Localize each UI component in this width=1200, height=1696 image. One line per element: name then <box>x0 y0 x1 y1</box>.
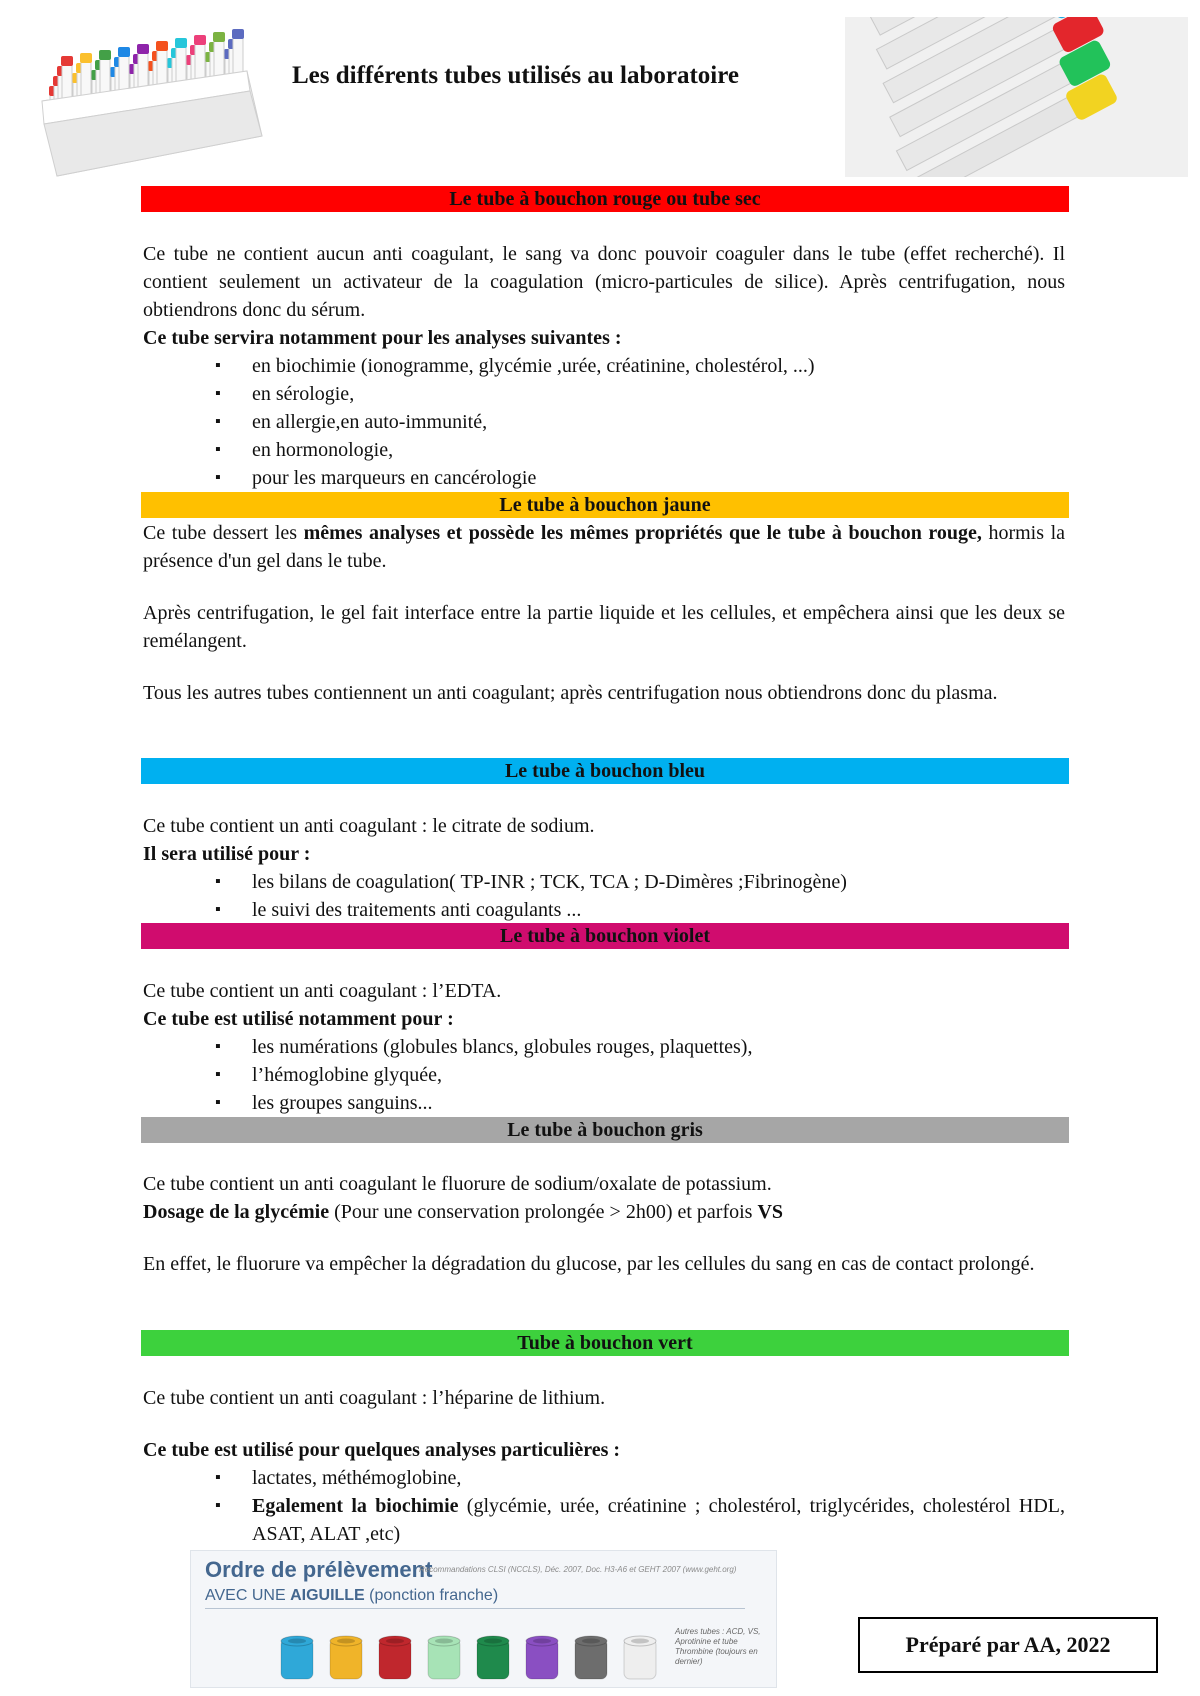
section-heading-violet-tube <box>141 923 1069 949</box>
red-tube-heading-text: Le tube à bouchon rouge ou tube sec <box>449 188 761 210</box>
tube-cap-icon <box>426 1633 462 1681</box>
signature-box <box>858 1617 1158 1673</box>
other-tubes-note: Autres tubes : ACD, VS, Aprotinine et tube Thrombine (toujours en dernier) <box>675 1627 761 1666</box>
blue-tube-lead: Il sera utilisé pour : <box>143 843 311 865</box>
text-span: Ce tube dessert les <box>143 522 304 544</box>
red-tube-analyses-list <box>143 352 1065 492</box>
section-heading-yellow-tube <box>141 492 1069 518</box>
rack-tube <box>175 38 187 84</box>
rack-tube <box>194 35 206 81</box>
text-span-bold: AIGUILLE <box>290 1587 365 1604</box>
violet-tube-list <box>143 1033 1065 1117</box>
list-item: ▪ en allergie,en auto-immunité, <box>143 408 1065 436</box>
red-tube-section <box>143 240 1065 492</box>
list-item: ▪ les numérations (globules blancs, globules rouges, plaquettes), <box>143 1033 1065 1061</box>
grey-tube-section <box>143 1170 1065 1278</box>
text-span: AVEC UNE <box>205 1587 291 1604</box>
text-span: (ponction franche) <box>364 1587 499 1604</box>
tube-cap-icon <box>573 1633 609 1681</box>
red-tube-analyses-lead: Ce tube servira notamment pour les analyses suivantes : <box>143 327 622 349</box>
text-span-bold: Dosage de la glycémie <box>143 1201 330 1223</box>
section-heading-red-tube <box>141 186 1069 212</box>
blue-tube-heading-text: Le tube à bouchon bleu <box>504 760 706 782</box>
plasma-note: Tous les autres tubes contiennent un anti coagulant; après centrifugation nous obtiendrons donc du plasma. <box>143 682 998 704</box>
rack-tube <box>118 47 130 93</box>
list-item: ▪ en biochimie (ionogramme, glycémie ,urée, créatinine, cholestérol, ...) <box>143 352 1065 380</box>
blue-tube-list <box>143 868 1065 924</box>
rack-tube <box>99 50 111 96</box>
list-item: ▪ lactates, méthémoglobine, <box>143 1464 1065 1492</box>
green-tube-heading-text: Tube à bouchon vert <box>517 1332 693 1354</box>
list-item: ▪ les bilans de coagulation( TP-INR ; TCK, TCA ; D-Dimères ;Fibrinogène) <box>143 868 1065 896</box>
text-span: (glycémie, urée, créatinine ; cholestérol, triglycérides, cholestérol HDL, ASAT, ALAT ,etc) <box>252 1495 1066 1545</box>
list-item: ▪ le suivi des traitements anti coagulants ... <box>143 896 1065 924</box>
blue-tube-section <box>143 812 1065 924</box>
collection-order-card <box>190 1550 777 1688</box>
tube-cap-icon <box>622 1633 658 1681</box>
grey-tube-description: Ce tube contient un anti coagulant le fluorure de sodium/oxalate de potassium. <box>143 1173 772 1195</box>
rack-tube <box>213 32 225 78</box>
text-span-bold: VS <box>757 1201 784 1223</box>
rack-tube <box>80 53 92 99</box>
list-item <box>143 1492 1065 1548</box>
tube-cap-icon <box>328 1633 364 1681</box>
signature-text: Préparé par AA, 2022 <box>905 1632 1111 1657</box>
blue-tube-description: Ce tube contient un anti coagulant : le citrate de sodium. <box>143 815 595 837</box>
tube-cap-icon <box>279 1633 315 1681</box>
tube-rack-image <box>32 16 267 181</box>
violet-tube-lead: Ce tube est utilisé notamment pour : <box>143 1008 454 1030</box>
section-heading-green-tube <box>141 1330 1069 1356</box>
green-tube-description: Ce tube contient un anti coagulant : l’héparine de lithium. <box>143 1387 606 1409</box>
list-item: ▪ en hormonologie, <box>143 436 1065 464</box>
violet-tube-section <box>143 977 1065 1117</box>
text-span-bold: Egalement la biochimie <box>252 1495 459 1517</box>
yellow-tube-description <box>143 519 1065 575</box>
yellow-tube-gel-note: Après centrifugation, le gel fait interface entre la partie liquide et les cellules, et empêchera ainsi que les deux se remélangent. <box>143 602 1065 652</box>
green-tube-section <box>143 1384 1065 1548</box>
rack-tube <box>232 29 244 75</box>
glycemia-note <box>143 1198 1065 1226</box>
text-span: (Pour une conservation prolongée > 2h00) et parfois <box>329 1201 758 1223</box>
list-item: ▪ l’hémoglobine glyquée, <box>143 1061 1065 1089</box>
rack-tube <box>137 44 149 90</box>
yellow-tube-heading-text: Le tube à bouchon jaune <box>499 494 711 516</box>
text-span: hormis la présence d'un gel dans le tube. <box>143 522 1066 572</box>
yellow-tube-section <box>143 519 1065 707</box>
green-tube-list <box>143 1464 1065 1548</box>
section-heading-blue-tube <box>141 758 1069 784</box>
fluoride-note: En effet, le fluorure va empêcher la dégradation du glucose, par les cellules du sang en cas de contact prolongé. <box>143 1253 1035 1275</box>
rack-tube <box>61 56 73 102</box>
tube-cap-icon <box>475 1633 511 1681</box>
rack-tube <box>156 41 168 87</box>
collection-order-subtitle <box>205 1587 745 1609</box>
tube-cap-icon <box>377 1633 413 1681</box>
text-span-bold: mêmes analyses et possède les mêmes propriétés que le tube à bouchon rouge, <box>303 522 982 544</box>
red-tube-description: Ce tube ne contient aucun anti coagulant, le sang va donc pouvoir coaguler dans le tube (effet recherché). Il contient seulement un activateur de la coagulation (micro-particules de silice). Après centrifugation, nous obtiendrons donc du sérum. <box>143 243 1065 321</box>
list-item: ▪ en sérologie, <box>143 380 1065 408</box>
collection-order-title: Ordre de prélèvement <box>205 1557 433 1582</box>
list-item: ▪ pour les marqueurs en cancérologie <box>143 464 1065 492</box>
page-title: Les différents tubes utilisés au laboratoire <box>292 62 739 89</box>
violet-tube-heading-text: Le tube à bouchon violet <box>499 925 711 947</box>
violet-tube-description: Ce tube contient un anti coagulant : l’EDTA. <box>143 980 502 1002</box>
section-heading-grey-tube <box>141 1117 1069 1143</box>
collection-order-note: Recommandations CLSI (NCCLS), Déc. 2007, Doc. H3-A6 et GEHT 2007 (www.geht.org) <box>419 1565 737 1574</box>
colored-tubes-image <box>845 17 1188 177</box>
list-item: ▪ les groupes sanguins... <box>143 1089 1065 1117</box>
green-tube-lead: Ce tube est utilisé pour quelques analyses particulières : <box>143 1439 621 1461</box>
tube-cap-icon <box>524 1633 560 1681</box>
grey-tube-heading-text: Le tube à bouchon gris <box>507 1119 703 1141</box>
